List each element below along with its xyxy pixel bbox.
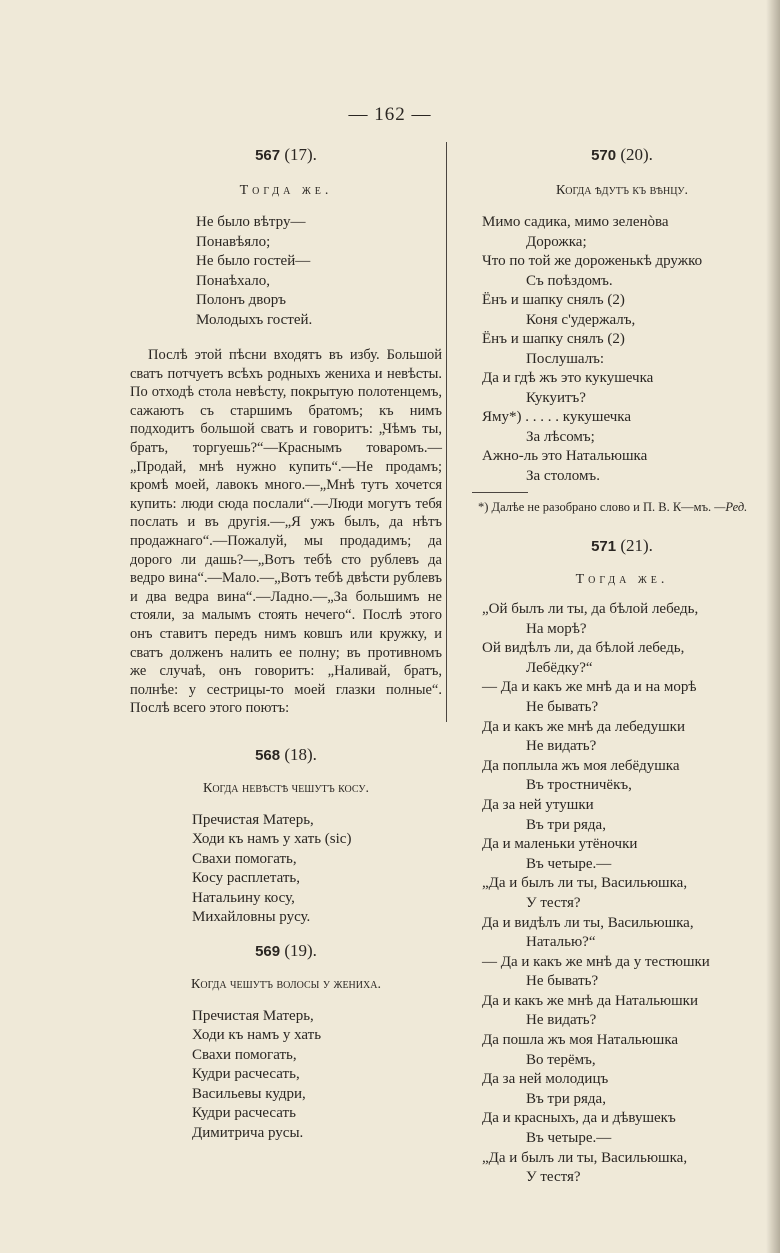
verse-line: Васильевы кудри, <box>192 1085 306 1102</box>
verse-line: Не бывать? <box>526 698 599 715</box>
verse-line: Кудри расчесать <box>192 1105 296 1122</box>
verse-line: Наталью?“ <box>526 934 596 951</box>
verse-line: Во терёмъ, <box>526 1051 596 1068</box>
verse-line: „Ой былъ ли ты, да бѣлой лебедь, <box>482 601 699 617</box>
song-570-verse <box>482 213 772 486</box>
verse-line: У тестя? <box>526 894 581 911</box>
verse-line: Понавѣяло; <box>196 233 271 250</box>
verse-line: Понаѣхало, <box>196 272 270 289</box>
verse-line: Да и какъ же мнѣ да Натальюшки <box>482 992 698 1009</box>
column-divider <box>446 142 447 722</box>
ritual-description-paragraph: Послѣ этой пѣсни входятъ въ избу. Большой сватъ потчуетъ всѣхъ родныхъ жениха и невѣсты. По отходѣ стола невѣсту, покрытую полотенцемъ, сажаютъ съ старшимъ братомъ; къ нимъ подходитъ большой сватъ и говоритъ: „Чѣмъ ты, братъ, торгуешь?“—Краснымъ товаромъ.—„Продай, мнѣ нужно купить“.—Не продамъ; кромѣ моей, лавокъ много.—„Мнѣ тутъ хочется купить: люди сюда послали“.—Люди могутъ тебя послать и въ другія.—„Я ужъ былъ, да нѣтъ продажнаго“.—Пожалуй, мы продадимъ; да дорого ли дашь?—„Вотъ тебѣ сто рублевъ да ведро вина“.—Мало.—„Вотъ тебѣ двѣсти рублевъ и два ведра вина“.—Ладно.—„За большимъ не стояли, за малымъ стоять нечего“. Послѣ этого онъ ставитъ передъ нимъ ковшъ или кружку, и сватъ долженъ налить ее полну; въ противномъ же случаѣ, онъ говоритъ: „Наливай, братъ, полнѣе: у сестрицы-то моей глазки полные“. Послѣ всего этого поютъ: <box>130 347 442 717</box>
song-571-number: 571 (21). <box>591 536 653 555</box>
verse-line: Да и видѣлъ ли ты, Васильюшка, <box>482 914 694 931</box>
verse-line: Послушалъ: <box>526 350 605 367</box>
verse-line: Въ три ряда, <box>526 1090 606 1107</box>
verse-line: Да за ней утушки <box>482 796 594 813</box>
verse-line: Да пошла жъ моя Натальюшка <box>482 1032 679 1049</box>
verse-line: Въ четыре.— <box>526 855 612 872</box>
verse-line: Свахи помогать, <box>192 1046 297 1063</box>
verse-line: Лебёдку?“ <box>526 659 593 676</box>
song-569-number: 569 (19). <box>255 940 317 960</box>
verse-line: Пречистая Матерь, <box>192 1007 314 1024</box>
verse-line: Димитрича русы. <box>192 1124 304 1141</box>
song-567-number: 567 (17). <box>255 145 317 164</box>
verse-line: Свахи помогать, <box>192 850 297 867</box>
song-568-number: 568 (18). <box>255 744 317 764</box>
verse-line: Не видать? <box>526 738 597 755</box>
verse-line: Михайловны русу. <box>192 909 311 926</box>
verse-line: Натальину косу, <box>192 889 295 906</box>
song-567-subtitle: Тогда же. <box>239 183 333 198</box>
verse-line: Ходи къ намъ у хать <box>192 1027 322 1044</box>
footnote-rule <box>472 492 528 493</box>
verse-line: Съ поѣздомъ. <box>526 272 613 289</box>
song-571-subtitle: Тогда же. <box>575 572 669 587</box>
verse-line: Ёнъ и шапку снялъ (2) <box>482 331 625 347</box>
verse-line: Не было вѣтру— <box>196 214 306 230</box>
verse-line: На морѣ? <box>526 620 587 637</box>
song-568-verse <box>192 811 442 928</box>
verse-line: — Да и какъ же мнѣ да у тестюшки <box>482 953 710 970</box>
verse-line: Въ три ряда, <box>526 816 606 833</box>
verse-line: „Да и былъ ли ты, Васильюшка, <box>482 875 688 892</box>
verse-line: Ажно-ль это Натальюшка <box>482 448 648 464</box>
verse-line: За лѣсомъ; <box>526 428 595 445</box>
verse-line: Ходи къ намъ у хать (sic) <box>192 831 352 848</box>
verse-line: Не бывать? <box>526 973 599 990</box>
verse-line: Въ тростничёкъ, <box>526 777 632 794</box>
verse-line: Въ четыре.— <box>526 1130 612 1147</box>
verse-line: Да и маленьки утёночки <box>482 836 638 853</box>
verse-line: Да поплыла жъ моя лебёдушка <box>482 757 680 774</box>
verse-line: За столомъ. <box>526 467 600 484</box>
verse-line: Молодыхъ гостей. <box>196 311 313 328</box>
page-number: — 162 — <box>348 104 432 125</box>
song-570-number: 570 (20). <box>591 145 653 164</box>
song-568-subtitle: Когда невѣстѣ чешутъ косу. <box>202 780 370 796</box>
right-column <box>472 142 772 1188</box>
verse-line: Кудри расчесать, <box>192 1066 300 1083</box>
song-569-subtitle: Когда чешутъ волосы у жениха. <box>191 976 381 992</box>
verse-line: Да и гдѣ жъ это кукушечка <box>482 370 654 386</box>
verse-line: Полонъ дворъ <box>196 292 287 308</box>
footnote: *) Далѣе не разобрано слово и П. В. К—мъ. —Ред. <box>478 500 748 514</box>
verse-line: Ёнъ и шапку снялъ (2) <box>482 292 625 308</box>
verse-line: Кукуитъ? <box>526 389 586 406</box>
song-571-verse <box>482 600 772 1188</box>
verse-line: Не было гостей— <box>196 253 311 269</box>
verse-line: Ой видѣлъ ли, да бѣлой лебедь, <box>482 640 685 657</box>
verse-line: Дорожка; <box>526 233 587 250</box>
verse-line: Что по той же дороженькѣ дружко <box>482 253 703 269</box>
verse-line: Да за ней молодицъ <box>482 1071 609 1088</box>
verse-line: Яму*) . . . . . кукушечка <box>482 409 631 425</box>
verse-line: Да и какъ же мнѣ да лебедушки <box>482 718 685 735</box>
verse-line: Коня с'удержалъ, <box>526 311 636 328</box>
song-569-verse <box>192 1007 442 1144</box>
song-567-verse <box>196 213 442 330</box>
verse-line: Косу расплетать, <box>192 870 300 887</box>
verse-line: Мимо садика, мимо зеленòва <box>482 214 669 230</box>
verse-line: Не видать? <box>526 1012 597 1029</box>
verse-line: Да и красныхъ, да и дѣвушекъ <box>482 1110 676 1127</box>
song-570-subtitle: Когда ѣдутъ къ вѣнцу. <box>555 183 689 198</box>
left-column <box>130 142 442 1143</box>
verse-line: У тестя? <box>526 1169 581 1186</box>
verse-line: „Да и былъ ли ты, Васильюшка, <box>482 1149 688 1166</box>
verse-line: Пречистая Матерь, <box>192 811 314 828</box>
verse-line: — Да и какъ же мнѣ да и на морѣ <box>482 679 697 696</box>
